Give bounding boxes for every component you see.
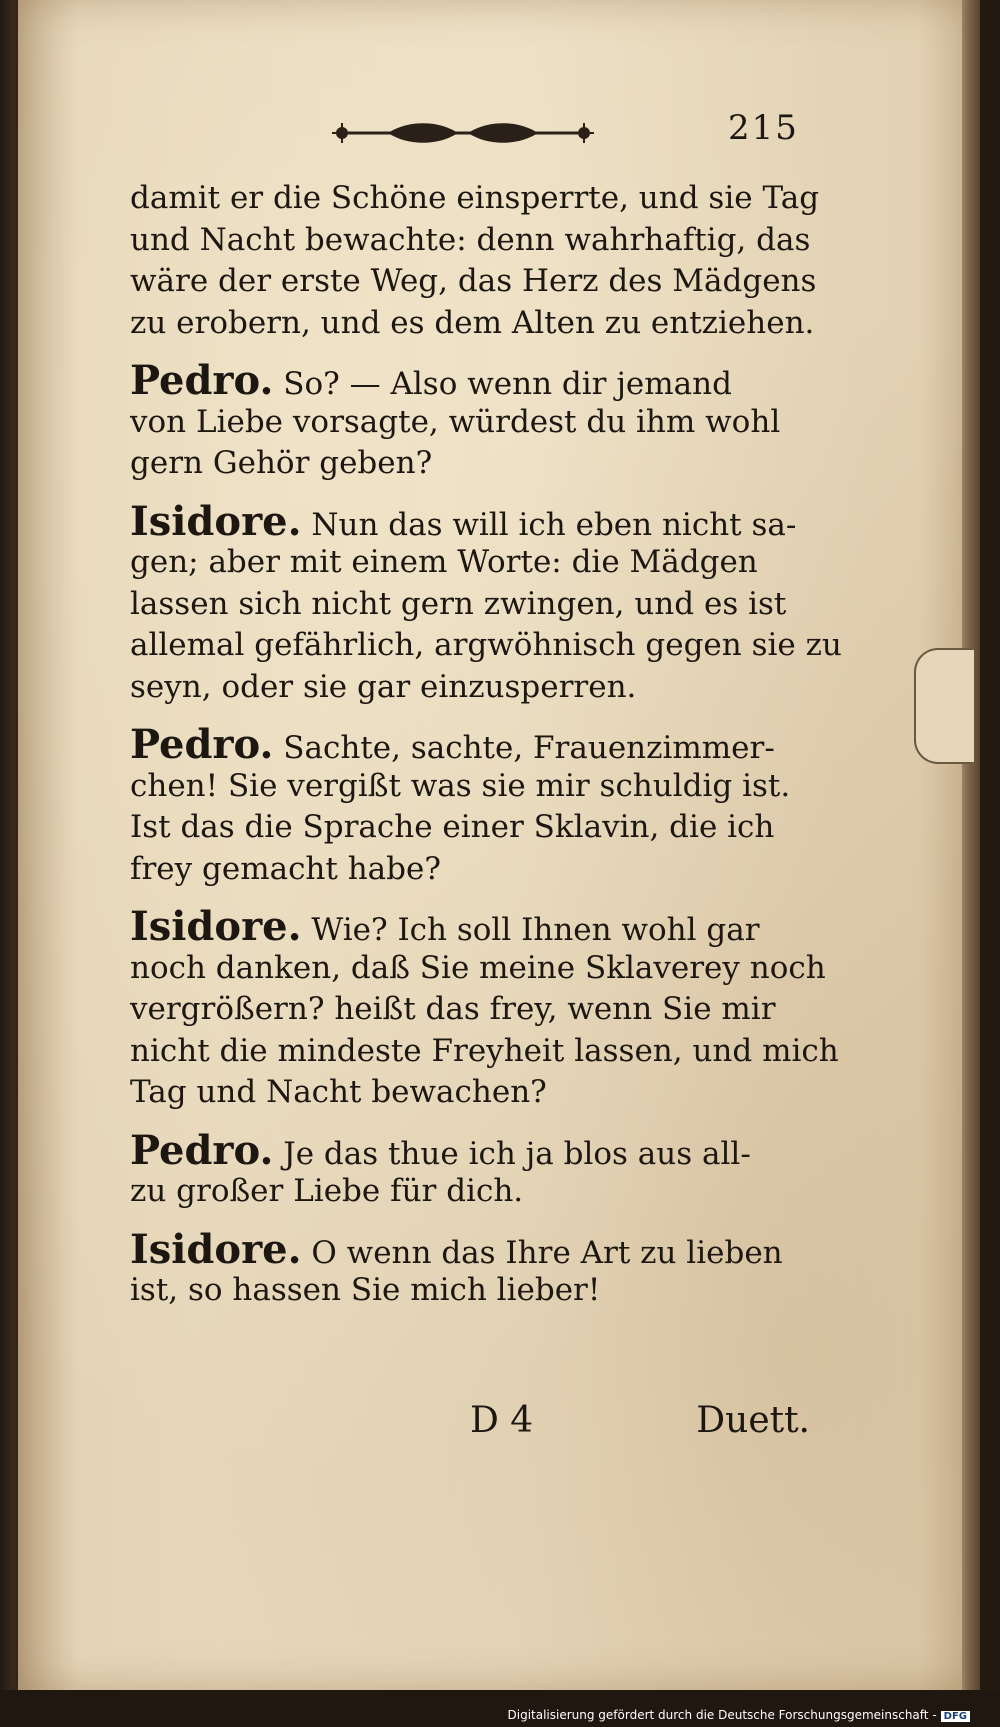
text-line [130,989,810,1031]
catchword: Duett. [696,1400,810,1441]
text-line [130,584,810,626]
text-line [130,357,810,404]
text-line [130,807,810,849]
text-line [130,1225,810,1273]
line-text: zu großer Liebe für dich. [130,1173,524,1209]
text-line [130,1171,810,1213]
funding-credit [508,1708,971,1722]
speaker-name: Isidore. [130,1225,302,1273]
text-line [130,220,810,262]
text-line [130,1126,810,1174]
book-page [18,0,980,1690]
text-line [130,1270,810,1312]
line-text: frey gemacht habe? [130,850,441,887]
line-text: und Nacht bewachte: denn wahrhaftig, das [130,221,811,258]
line-text: Ist das die Sprache einer Sklavin, die ich [130,809,775,845]
page-number: 215 [728,108,799,148]
text-line [130,766,810,808]
speaker-name: Pedro. [130,1126,274,1174]
line-text: Wie? Ich soll Ihnen wohl gar [301,912,760,948]
line-text: damit er die Schöne einsperrte, und sie Tag [130,180,820,216]
paragraph [130,497,842,709]
text-line [130,497,810,545]
line-text: allemal gefährlich, argwöhnisch gegen sie zu [130,627,842,663]
paragraph [130,721,810,890]
text-line [130,542,810,584]
text-line [130,948,826,990]
bookmark-tab [914,648,974,764]
line-text: von Liebe vorsagte, würdest du ihm wohl [130,403,781,440]
line-text: chen! Sie vergißt was sie mir schuldig ist. [130,767,791,804]
line-text: wäre der erste Weg, das Herz des Mädgens [130,263,817,299]
dfg-logo: DFG [941,1711,970,1722]
line-text: zu erobern, und es dem Alten zu entziehen. [130,304,815,341]
line-text: So? — Also wenn dir jemand [273,366,732,402]
line-text: ist, so hassen Sie mich lieber! [130,1272,601,1308]
text-line [130,178,820,220]
line-text: O wenn das Ihre Art zu lieben [301,1234,783,1271]
text-line [130,903,810,950]
line-text: seyn, oder sie gar einzusperren. [130,668,637,705]
line-text: lassen sich nicht gern zwingen, und es ist [130,585,787,622]
line-text: Sachte, sachte, Frauenzimmer- [273,730,775,766]
line-text: Je das thue ich ja blos aus all- [273,1135,751,1172]
text-line [130,443,810,485]
page-footer-line [130,1400,810,1450]
text-line [130,303,815,345]
speaker-name: Isidore. [130,497,302,545]
line-text: gern Gehör geben? [130,445,433,481]
ornament-icon [328,118,598,148]
signature-mark: D 4 [470,1400,534,1441]
page-edge [962,0,980,1690]
body-text [130,178,842,1312]
paragraph [130,357,810,485]
line-text: Nun das will ich eben nicht sa- [301,506,797,543]
credit-text: Digitalisierung gefördert durch die Deutsche Forschungsgemeinschaft - [507,1708,937,1722]
line-text: Tag und Nacht bewachen? [130,1074,547,1110]
text-line [130,1031,839,1073]
text-line [130,261,817,303]
paragraph [130,1126,810,1213]
line-text: gen; aber mit einem Worte: die Mädgen [130,544,758,580]
line-text: nicht die mindeste Freyheit lassen, und mich [130,1032,839,1069]
text-line [130,849,810,891]
speaker-name: Pedro. [130,721,274,768]
text-line [130,402,810,444]
paragraph [130,1225,810,1312]
text-line [130,667,810,709]
line-text: noch danken, daß Sie meine Sklaverey noch [130,949,826,986]
text-line [130,625,842,667]
text-line [130,721,810,768]
speaker-name: Isidore. [130,903,302,950]
line-text: vergrößern? heißt das frey, wenn Sie mir [130,991,776,1027]
speaker-name: Pedro. [130,357,274,404]
paragraph [130,178,820,344]
text-line [130,1072,810,1114]
paragraph [130,903,839,1114]
